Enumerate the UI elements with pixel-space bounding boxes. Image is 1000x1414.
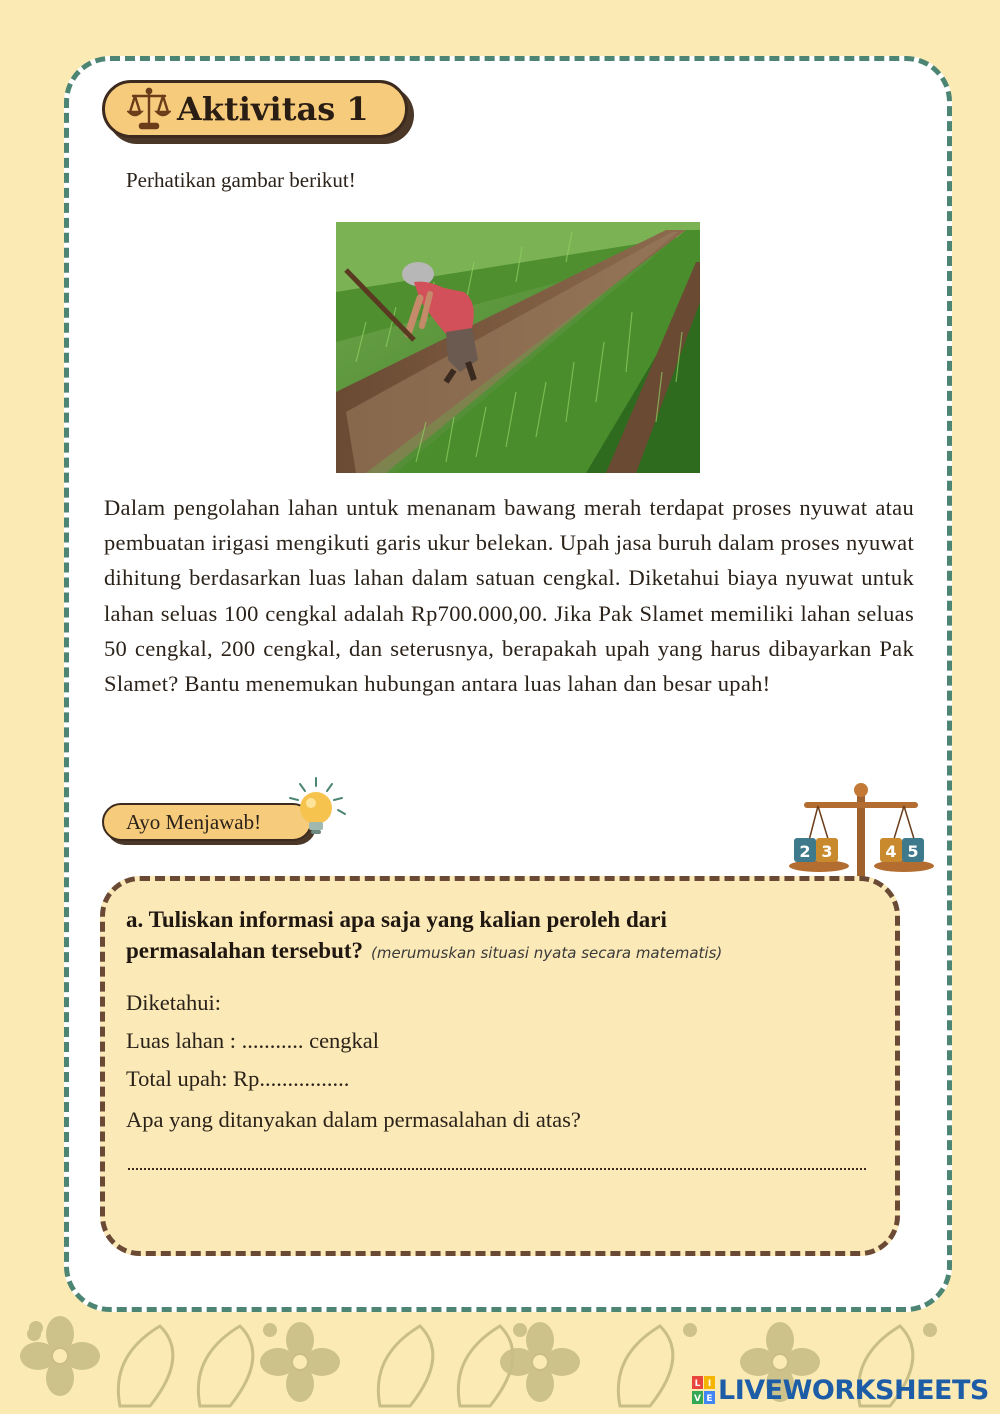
- liveworksheets-logo: [692, 1372, 989, 1408]
- lightbulb-icon: [286, 776, 348, 840]
- asked-question: Apa yang ditanyakan dalam permasalahan di atas?: [126, 1107, 581, 1132]
- question-a-line1: a. Tuliskan informasi apa saja yang kalian peroleh dari: [126, 907, 667, 932]
- farmer-irrigation-image: [336, 222, 700, 473]
- problem-paragraph: Dalam pengolahan lahan untuk menanam bawang merah terdapat proses nyuwat atau pembuatan irigasi mengikuti garis ukur belekan. Upah jasa buruh dalam proses nyuwat dihitung berdasarkan luas lahan dalam satuan cengkal. Diketahui biaya nyuwat untuk lahan seluas 100 cengkal adalah Rp700.000,00. Jika Pak Slamet memiliki lahan seluas 50 cengkal, 200 cengkal, dan seterusnya, berapakah upah yang harus dibayarkan Pak Slamet? Bantu menemukan hubungan antara luas lahan dan besar upah!: [104, 495, 914, 697]
- cube-4: 4: [885, 842, 897, 861]
- asked-answer-line[interactable]: [128, 1168, 866, 1170]
- liveworksheets-brand: LIVEWORKSHEETS: [718, 1374, 989, 1406]
- question-a-line2: permasalahan tersebut? (merumuskan situasi nyata secara matematis): [126, 938, 723, 963]
- question-note: (merumuskan situasi nyata secara matematis): [371, 944, 723, 962]
- farm-photo: [336, 222, 700, 473]
- logo-letter-v: V: [694, 1394, 701, 1404]
- ayo-menjawab-badge: Ayo Menjawab!: [102, 803, 312, 841]
- liveworksheets-mark-icon: [692, 1374, 718, 1406]
- known-label: Diketahui:: [126, 990, 221, 1015]
- cube-5: 5: [907, 842, 919, 861]
- logo-letter-l: L: [694, 1379, 701, 1389]
- instruction-text: Perhatikan gambar berikut!: [126, 168, 356, 192]
- cube-3: 3: [821, 842, 833, 861]
- total-upah-field[interactable]: Total upah: Rp................: [126, 1066, 350, 1091]
- logo-letter-i: I: [707, 1379, 712, 1389]
- logo-letter-e: E: [706, 1394, 713, 1404]
- luas-lahan-field[interactable]: Luas lahan : ........... cengkal: [126, 1028, 380, 1053]
- cube-2: 2: [799, 842, 811, 861]
- activity-title-badge: [102, 80, 408, 138]
- activity-title: Aktivitas 1: [177, 90, 369, 128]
- balance-scale-icon: [127, 86, 171, 132]
